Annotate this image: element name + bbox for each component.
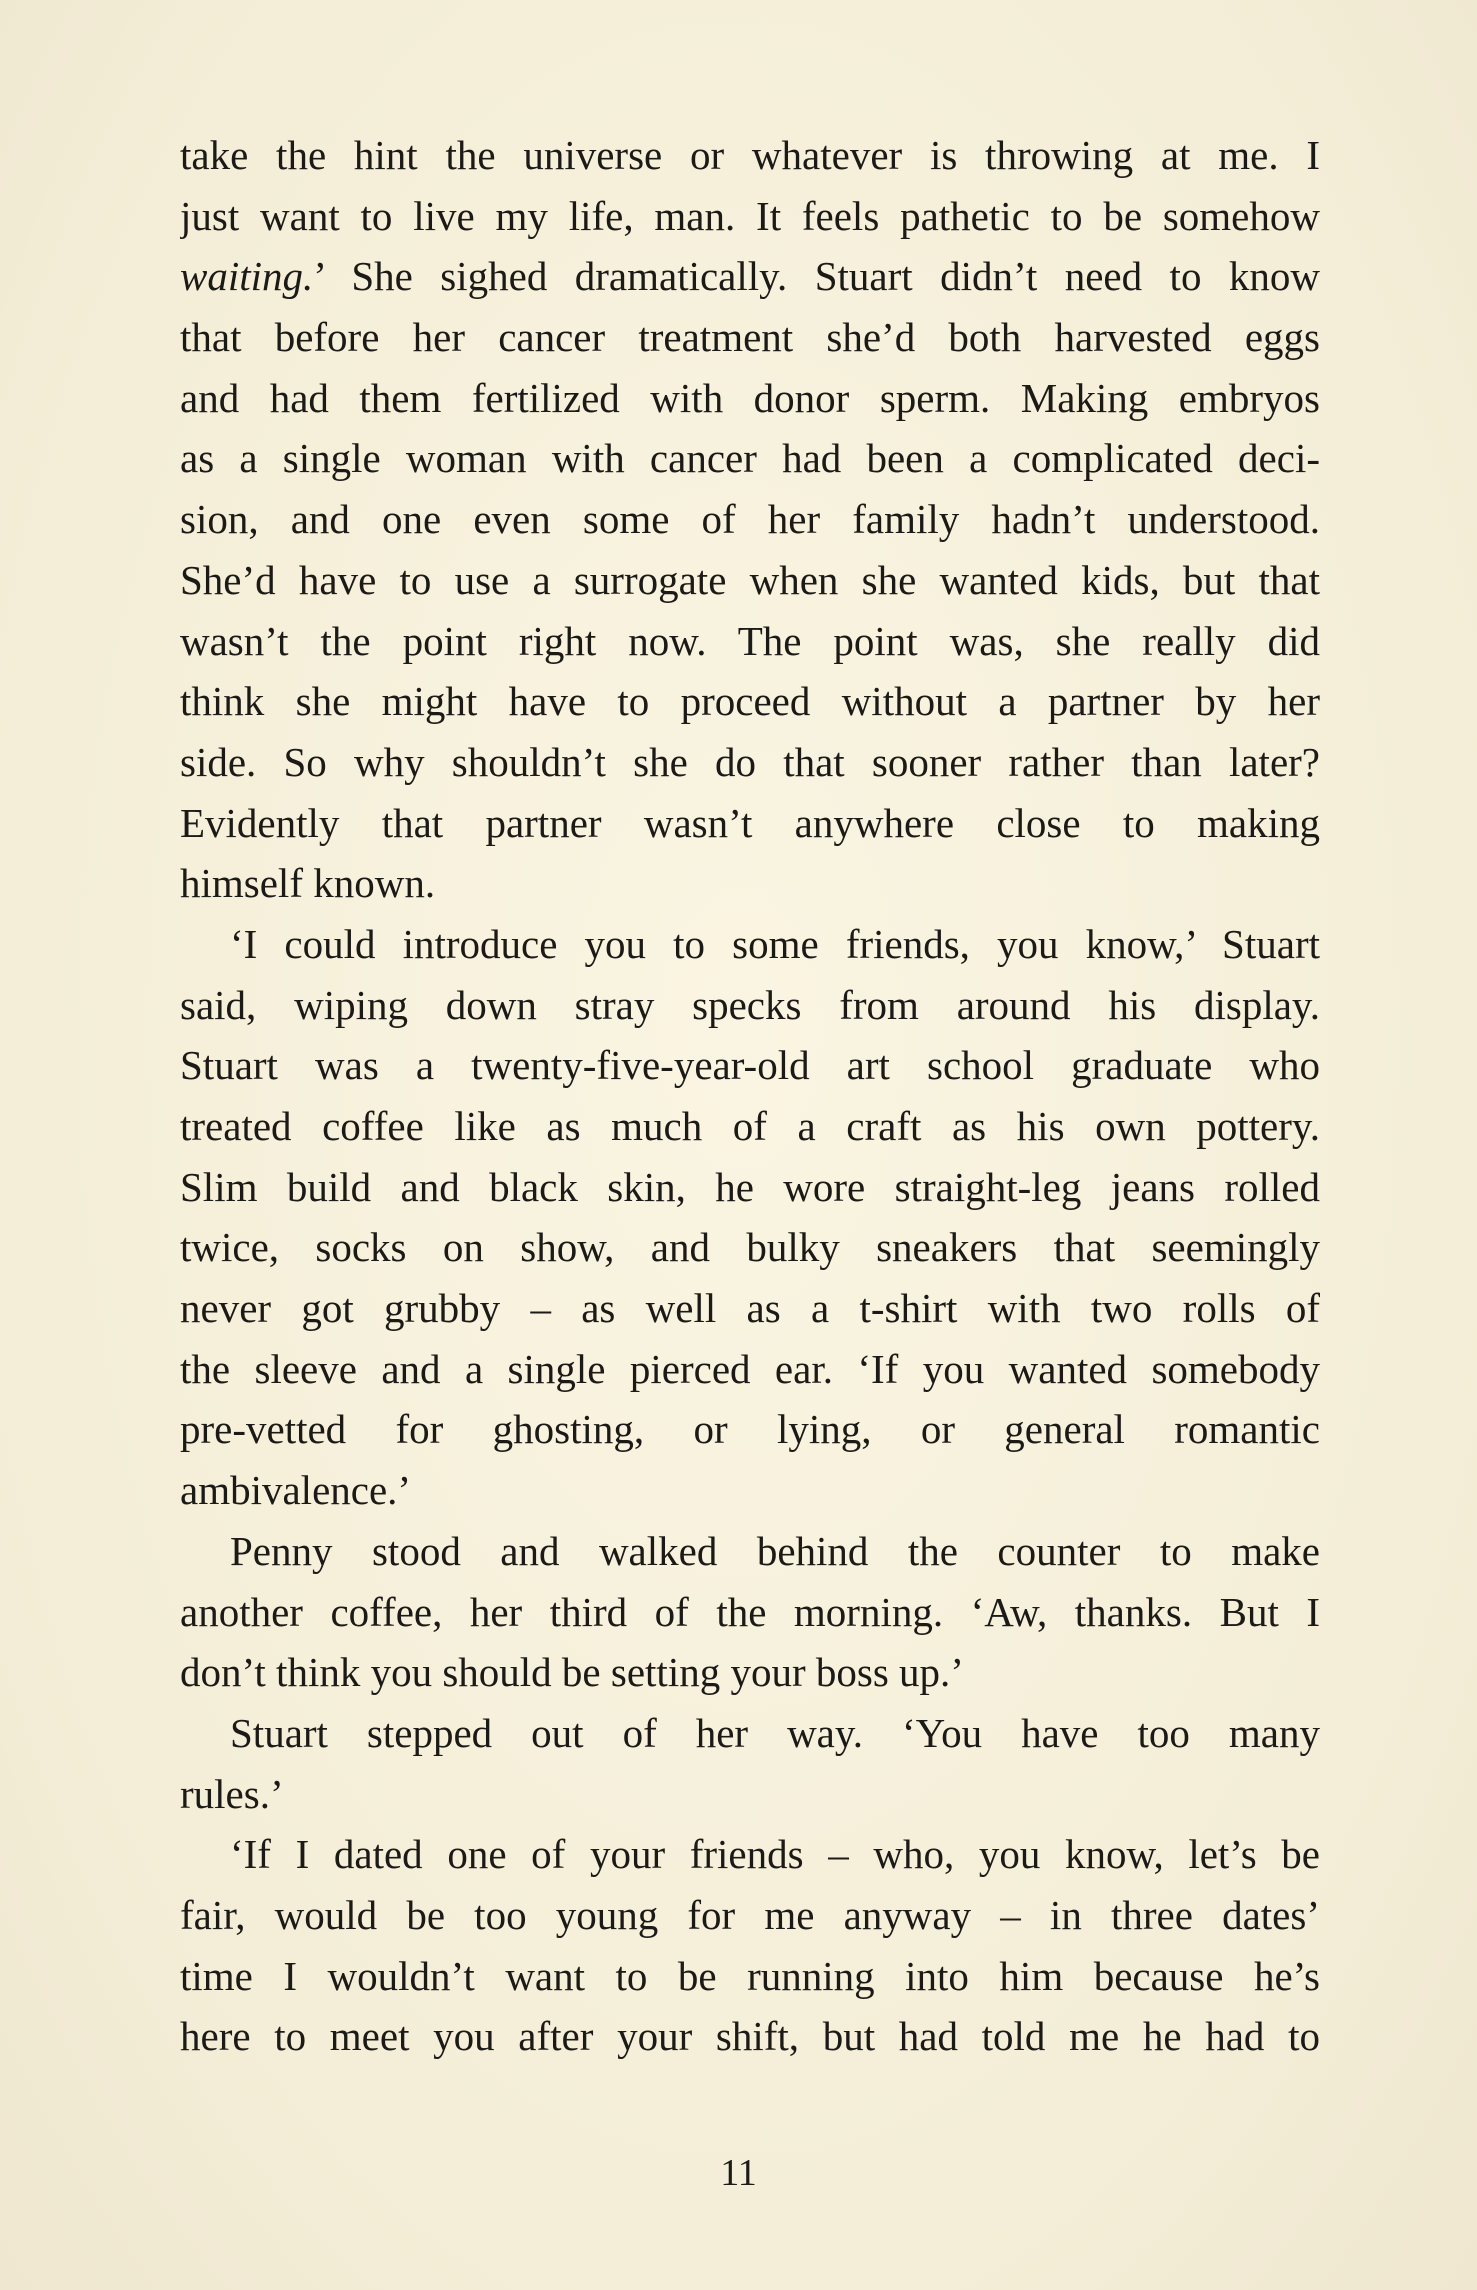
text-span: ’ She sighed dramatically. Stuart didn’t need to know — [313, 253, 1320, 300]
paragraph — [180, 125, 1320, 914]
text-line: never got grubby – as well as a t-shirt with two rolls of — [180, 1285, 1320, 1332]
text-line: said, wiping down stray specks from around his display. — [180, 981, 1320, 1028]
text-line: ‘If I dated one of your friends – who, you know, let’s be — [230, 1831, 1320, 1878]
paragraph — [180, 1521, 1320, 1703]
text-line: don’t think you should be setting your boss up.’ — [180, 1649, 964, 1696]
text-line: ‘I could introduce you to some friends, you know,’ Stuart — [230, 920, 1320, 967]
text-line: ambivalence.’ — [180, 1467, 412, 1514]
page-number: 11 — [720, 2152, 757, 2194]
text-line: as a single woman with cancer had been a complicated deci- — [180, 435, 1320, 482]
text-line: Penny stood and walked behind the counter to make — [230, 1527, 1320, 1574]
text-line: and had them fertilized with donor sperm. Making embryos — [180, 374, 1320, 421]
emphasis-text: waiting. — [180, 253, 314, 300]
text-line: treated coffee like as much of a craft as his own pottery. — [180, 1103, 1320, 1149]
text-line: that before her cancer treatment she’d both harvested eggs — [180, 314, 1320, 361]
paragraph — [180, 914, 1320, 1521]
text-line: Stuart was a twenty-five-year-old art school graduate who — [180, 1042, 1320, 1089]
text-line: himself known. — [180, 860, 436, 907]
text-line: here to meet you after your shift, but had told me he had to — [180, 2013, 1320, 2060]
paragraph — [180, 1703, 1320, 1824]
text-line: twice, socks on show, and bulky sneakers that seemingly — [180, 1224, 1320, 1271]
text-line: fair, would be too young for me anyway – in three dates’ — [180, 1891, 1320, 1938]
paragraph — [180, 1824, 1320, 2067]
text-line: Slim build and black skin, he wore straight-leg jeans rolled — [180, 1163, 1320, 1210]
text-line: just want to live my life, man. It feels pathetic to be somehow — [180, 192, 1320, 239]
text-line: sion, and one even some of her family hadn’t understood. — [180, 496, 1320, 543]
text-line: time I wouldn’t want to be running into him because he’s — [180, 1952, 1320, 1999]
text-line: Evidently that partner wasn’t anywhere close to making — [180, 799, 1320, 846]
text-line — [180, 246, 1320, 307]
text-line: another coffee, her third of the morning. ‘Aw, thanks. But I — [180, 1588, 1320, 1635]
text-line: side. So why shouldn’t she do that sooner rather than later? — [180, 738, 1320, 785]
text-line: wasn’t the point right now. The point was, she really did — [180, 617, 1320, 664]
text-line: pre-vetted for ghosting, or lying, or general romantic — [180, 1406, 1320, 1453]
text-line: rules.’ — [180, 1770, 284, 1817]
body-text — [180, 125, 1320, 2067]
text-line: think she might have to proceed without a partner by her — [180, 678, 1320, 725]
text-line: She’d have to use a surrogate when she wanted kids, but that — [180, 556, 1320, 603]
text-line: Stuart stepped out of her way. ‘You have too many — [230, 1709, 1320, 1756]
text-line: take the hint the universe or whatever is throwing at me. I — [180, 132, 1320, 178]
text-line: the sleeve and a single pierced ear. ‘If you wanted somebody — [180, 1345, 1320, 1392]
